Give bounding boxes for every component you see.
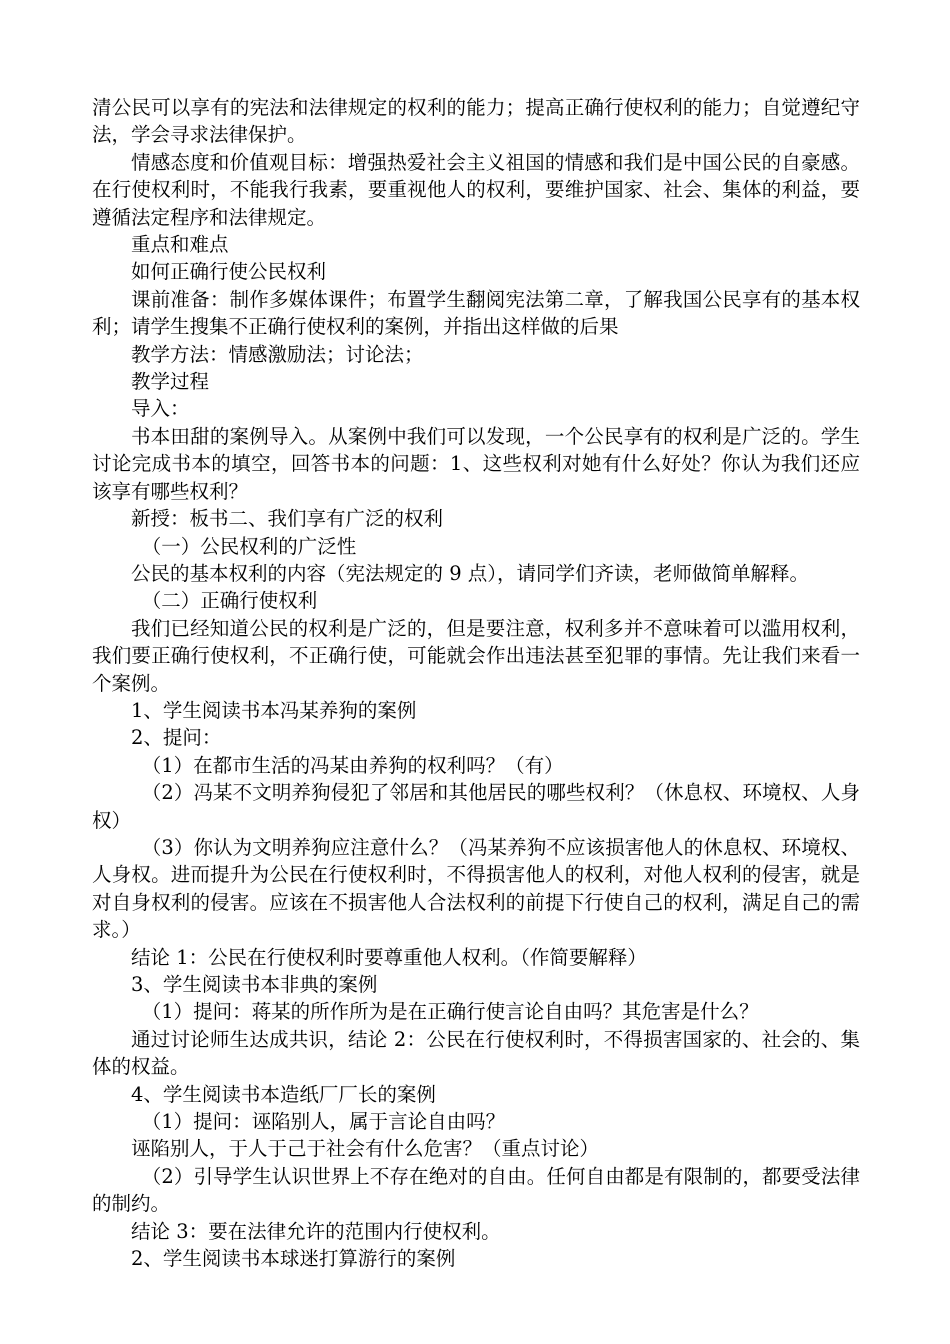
subsection-heading: （一）公民权利的广泛性 — [141, 534, 357, 558]
paragraph: （2）引导学生认识世界上不存在绝对的自由。任何自由都是有限制的，都要受法律的制约。 — [92, 1164, 860, 1216]
paragraph: 情感态度和价值观目标：增强热爱社会主义祖国的情感和我们是中国公民的自豪感。在行使权利时，不能我行我素，要重视他人的权利，要维护国家、社会、集体的利益，要遵循法定程序和法律规定。 — [92, 150, 860, 229]
section-heading: 重点和难点 — [131, 233, 229, 257]
document-page — [92, 94, 860, 1272]
paragraph: 书本田甜的案例导入。从案例中我们可以发现，一个公民享有的权利是广泛的。学生讨论完成书本的填空，回答书本的问题：1、这些权利对她有什么好处？你认为我们还应该享有哪些权利？ — [92, 424, 860, 503]
paragraph: 通过讨论师生达成共识，结论 2：公民在行使权利时，不得损害国家的、社会的、集体的权益。 — [92, 1027, 860, 1079]
paragraph: （1）在都市生活的冯某由养狗的权利吗？（有） — [141, 753, 564, 777]
paragraph: 3、学生阅读书本非典的案例 — [131, 973, 378, 996]
paragraph: （2）冯某不文明养狗侵犯了邻居和其他居民的哪些权利？（休息权、环境权、人身权） — [92, 781, 860, 832]
section-heading: 教学过程 — [131, 370, 210, 394]
paragraph: （1）提问：蒋某的所作所为是在正确行使言论自由吗？其危害是什么？ — [141, 1000, 759, 1024]
paragraph: 结论 3：要在法律允许的范围内行使权利。 — [131, 1219, 501, 1243]
paragraph: 新授：板书二、我们享有广泛的权利 — [131, 507, 444, 531]
paragraph: 教学方法：情感激励法；讨论法； — [131, 342, 424, 366]
paragraph: 课前准备：制作多媒体课件；布置学生翻阅宪法第二章，了解我国公民享有的基本权利；请学生搜集不正确行使权利的案例，并指出这样做的后果 — [92, 287, 860, 339]
paragraph: 1、学生阅读书本冯某养狗的案例 — [131, 698, 417, 722]
paragraph: 2、提问： — [131, 726, 222, 750]
paragraph: （3）你认为文明养狗应注意什么？（冯某养狗不应该损害他人的休息权、环境权、人身权。进而提升为公民在行使权利时，不得损害他人的权利，对他人权利的侵害，就是对自身权利的侵害。应该在不损害他人合法权利的前提下行使自己的权利，满足自己的需求。） — [92, 835, 860, 942]
paragraph: 如何正确行使公民权利 — [131, 260, 327, 284]
paragraph: 4、学生阅读书本造纸厂厂长的案例 — [131, 1082, 436, 1106]
paragraph: （1）提问：诬陷别人，属于言论自由吗？ — [141, 1110, 506, 1134]
paragraph: 公民的基本权利的内容（宪法规定的 9 点），请同学们齐读，老师做简单解释。 — [131, 561, 810, 585]
paragraph: 诬陷别人，于人于己于社会有什么危害？（重点讨论） — [131, 1137, 600, 1161]
paragraph: 清公民可以享有的宪法和法律规定的权利的能力；提高正确行使权利的能力；自觉遵纪守法，学会寻求法律保护。 — [92, 96, 860, 147]
paragraph: 我们已经知道公民的权利是广泛的，但是要注意，权利多并不意味着可以滥用权利，我们要正确行使权利，不正确行使，可能就会作出违法甚至犯罪的事情。先让我们来看一个案例。 — [92, 616, 860, 695]
subsection-heading: （二）正确行使权利 — [141, 589, 318, 613]
paragraph: 结论 1：公民在行使权利时要尊重他人权利。（作简要解释） — [131, 945, 647, 969]
paragraph: 导入： — [131, 397, 190, 421]
paragraph: 2、学生阅读书本球迷打算游行的案例 — [131, 1247, 456, 1271]
